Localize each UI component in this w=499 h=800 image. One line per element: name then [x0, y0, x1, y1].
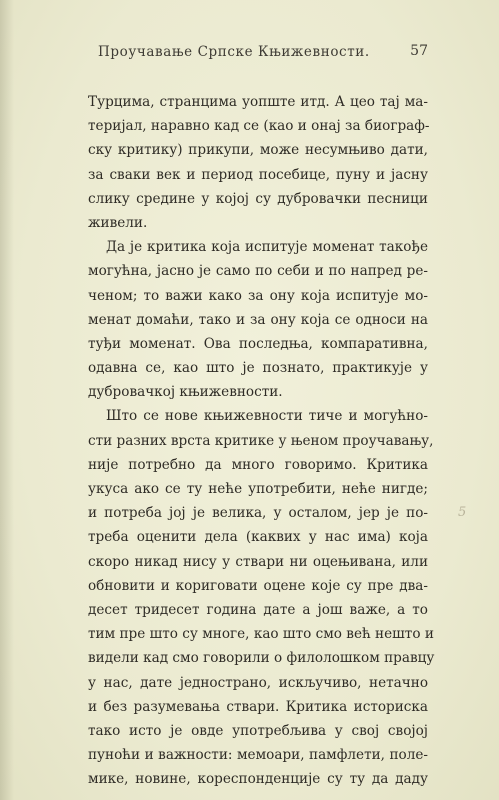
text-line: у нас, дате једнострано, искључиво, нетачно: [88, 674, 428, 691]
text-line: туђи моменат. Ова последња, компаративна,: [88, 335, 428, 352]
text-line: обновити и кориговати оцене које су пре два-: [88, 577, 428, 594]
margin-pencil-note: 5: [458, 505, 467, 520]
text-line: укуса ако се ту неће употребити, неће нигде;: [88, 481, 428, 497]
text-line: тако исто је овде употребљива у свој својој: [88, 722, 428, 739]
text-line: сти разних врста критике у њеном проучавању,: [88, 432, 434, 449]
text-line: живели.: [88, 214, 148, 231]
text-line: дубровачкој књижевности.: [88, 384, 283, 401]
text-line: тим пре што су многе, као што смо већ нешто и: [88, 626, 434, 643]
text-line: за сваки век и период посебице, пуну и јасну: [88, 166, 428, 183]
text-line: слику средине у којој су дубровачки песници: [88, 190, 428, 207]
text-line: није потребно да много говоримо. Критика: [88, 456, 428, 473]
text-line: мике, новине, кореспонденције су ту да даду: [88, 771, 428, 788]
text-line: Да је критика која испитује моменат такође: [106, 239, 428, 256]
text-line: и потреба јој је велика, у осталом, јер је по-: [88, 505, 428, 522]
text-line: одавна се, као што је познато, практикује у: [88, 360, 428, 377]
text-line: и без разумевања ствари. Критика историска: [88, 698, 428, 715]
text-line: десет тридесет година дате а још важе, а то: [88, 601, 428, 618]
text-line: могућна, јасно је само по себи и по напред ре-: [88, 263, 428, 280]
page-number: 57: [410, 43, 428, 59]
text-line: пуноћи и важности: мемоари, памфлети, поле-: [88, 747, 428, 764]
text-line: треба оценити дела (каквих у нас има) која: [88, 529, 428, 546]
text-line: скоро никад нису у ствари ни оцењивана, или: [88, 553, 428, 570]
text-line: менат домаћи, тако и за ону која се односи на: [88, 311, 428, 328]
text-line: теријал, наравно кад се (као и онај за биограф-: [88, 118, 430, 135]
text-line: Турцима, странцима уопште итд. А цео тај ма-: [88, 94, 428, 110]
text-line: ченом; то важи како за ону која испитује мо-: [88, 287, 428, 304]
text-line: видели кад смо говорили о филолошком правцу: [88, 650, 435, 667]
spine-shadow: [0, 0, 14, 800]
text-line: ску критику) прикупи, може несумњиво дати,: [88, 142, 428, 159]
body-text: [88, 90, 435, 791]
text-line: Што се нове књижевности тиче и могућно-: [106, 408, 428, 425]
running-header: Проучавање Српске Књижевности.: [98, 44, 370, 60]
